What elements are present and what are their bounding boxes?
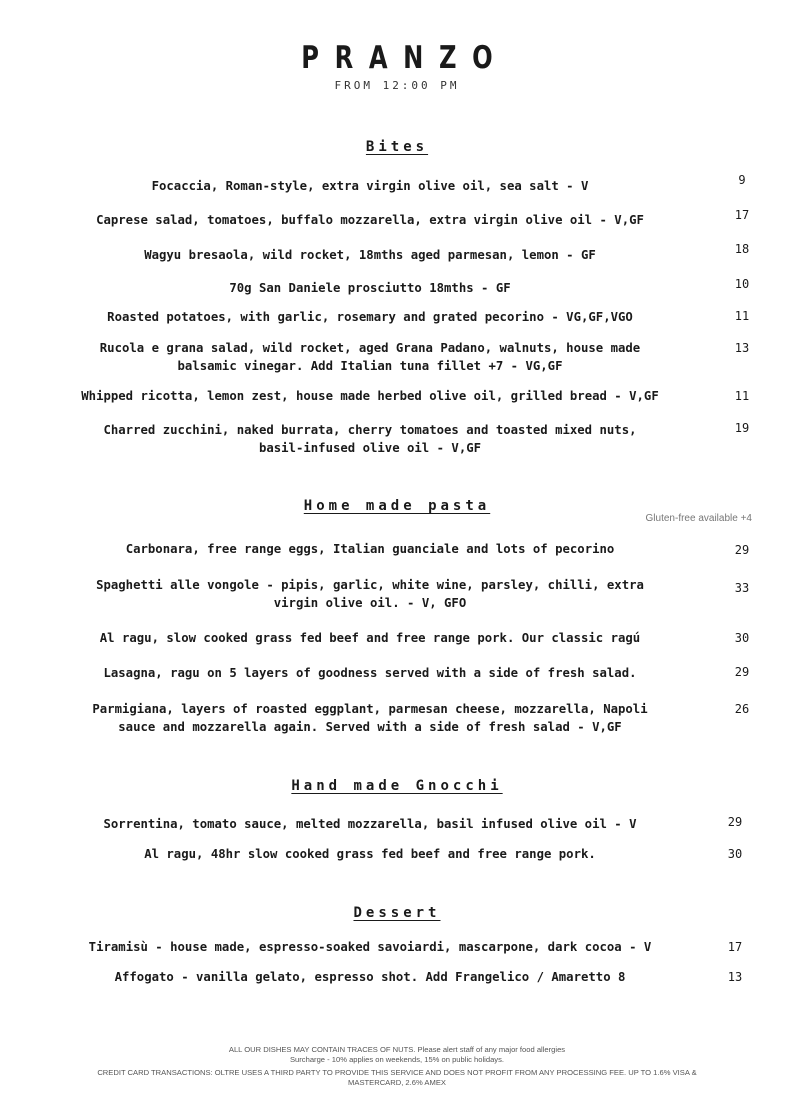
menu-item: Affogato - vanilla gelato, espresso shot. Add Frangelico / Amaretto 8 [114, 970, 626, 984]
footer-card-note: CREDIT CARD TRANSACTIONS: OLTRE USES A THIRD PARTY TO PROVIDE THIS SERVICE AND DOES NOT PROFIT FROM ANY PROCESSING FEE. UP TO 1.6% VISA & [97, 1068, 697, 1077]
menu-item-price: 29 [727, 815, 743, 829]
menu-item-price: 33 [734, 581, 750, 595]
section-heading-dessert: Dessert [353, 905, 441, 921]
menu-item-price: 10 [734, 277, 750, 291]
section-heading-bites: Bites [365, 139, 429, 155]
menu-item: Focaccia, Roman-style, extra virgin olive oil, sea salt - V [151, 179, 589, 193]
menu-item: Tiramisù - house made, espresso-soaked savoiardi, mascarpone, dark cocoa - V [88, 940, 652, 954]
menu-item-price: 13 [727, 970, 743, 984]
menu-item: Rucola e grana salad, wild rocket, aged Grana Padano, walnuts, house made balsamic vinegar. Add Italian tuna fillet +7 - VG,GF [99, 341, 641, 373]
menu-item: Parmigiana, layers of roasted eggplant, parmesan cheese, mozzarella, Napoli sauce and mozzarella again. Served with a side of fresh salad - V,GF [92, 702, 648, 734]
menu-item-price: 26 [734, 702, 750, 716]
menu-item-price: 29 [734, 665, 750, 679]
menu-item-price: 11 [734, 389, 750, 403]
footer-card-rates: MASTERCARD, 2.6% AMEX [348, 1078, 446, 1087]
menu-item-price: 13 [734, 341, 750, 355]
menu-item: Carbonara, free range eggs, Italian guanciale and lots of pecorino [125, 542, 615, 556]
section-heading-gnocchi: Hand made Gnocchi [291, 778, 503, 794]
menu-item: Lasagna, ragu on 5 layers of goodness served with a side of fresh salad. [103, 666, 637, 680]
menu-item: Sorrentina, tomato sauce, melted mozzarella, basil infused olive oil - V [103, 817, 637, 831]
menu-item-price: 17 [727, 940, 743, 954]
menu-item-price: 18 [734, 242, 750, 256]
section-heading-pasta: Home made pasta [303, 498, 491, 514]
menu-item-price: 9 [738, 173, 746, 187]
menu-item-price: 17 [734, 208, 750, 222]
menu-item: Charred zucchini, naked burrata, cherry tomatoes and toasted mixed nuts, basil-infused olive oil - V,GF [103, 423, 637, 455]
menu-item: Al ragu, slow cooked grass fed beef and free range pork. Our classic ragú [99, 631, 641, 645]
menu-item: 70g San Daniele prosciutto 18mths - GF [229, 281, 511, 295]
menu-item: Roasted potatoes, with garlic, rosemary and grated pecorino - VG,GF,VGO [107, 310, 633, 324]
menu-item: Whipped ricotta, lemon zest, house made herbed olive oil, grilled bread - V,GF [81, 389, 659, 403]
menu-item-price: 29 [734, 543, 750, 557]
menu-item-price: 19 [734, 421, 750, 435]
gluten-free-note: Gluten-free available +4 [645, 513, 752, 524]
footer-surcharge-note: Surcharge - 10% applies on weekends, 15% on public holidays. [289, 1055, 505, 1064]
menu-title: PRANZO [301, 40, 509, 76]
menu-item: Spaghetti alle vongole - pipis, garlic, white wine, parsley, chilli, extra virgin olive oil. - V, GFO [96, 578, 644, 610]
menu-subtitle: FROM 12:00 PM [334, 79, 460, 92]
footer-allergy-note: ALL OUR DISHES MAY CONTAIN TRACES OF NUTS. Please alert staff of any major food allergies [228, 1045, 566, 1054]
menu-item: Wagyu bresaola, wild rocket, 18mths aged parmesan, lemon - GF [144, 248, 596, 262]
menu-item: Caprese salad, tomatoes, buffalo mozzarella, extra virgin olive oil - V,GF [96, 213, 644, 227]
menu-item-price: 30 [734, 631, 750, 645]
menu-item-price: 30 [727, 847, 743, 861]
menu-item-price: 11 [734, 309, 750, 323]
menu-item: Al ragu, 48hr slow cooked grass fed beef and free range pork. [144, 847, 596, 861]
